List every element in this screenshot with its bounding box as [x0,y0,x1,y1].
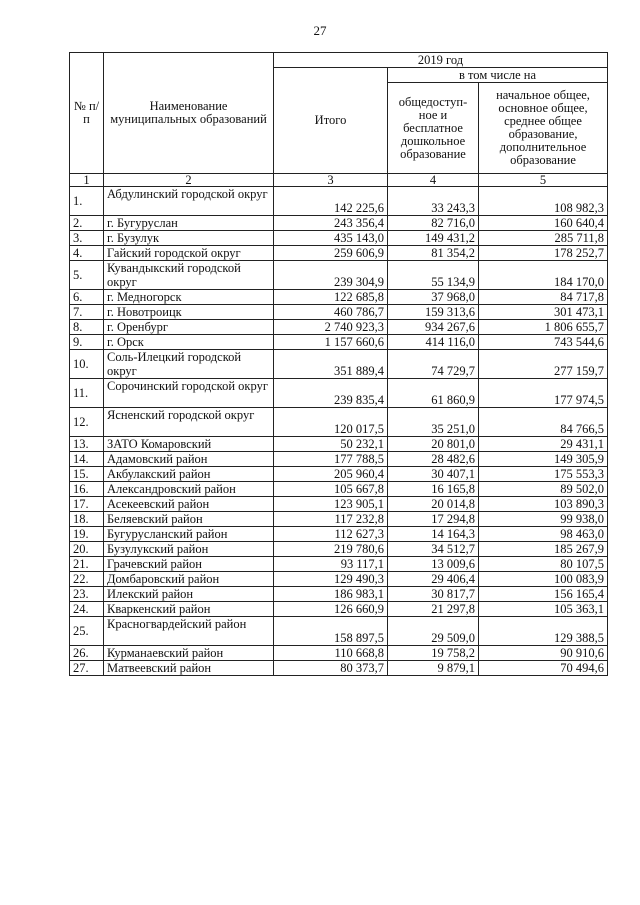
total-value: 243 356,4 [274,216,388,231]
preschool-value: 29 406,4 [388,572,479,587]
municipality-name: Курманаевский район [104,646,274,661]
column-number: 5 [479,174,608,187]
municipality-name: Акбулакский район [104,467,274,482]
general-education-value: 84 717,8 [479,290,608,305]
table-row [70,246,608,261]
general-education-value: 1 806 655,7 [479,320,608,335]
general-education-value: 70 494,6 [479,661,608,676]
general-education-value: 175 553,3 [479,467,608,482]
general-education-value: 29 431,1 [479,437,608,452]
row-number: 10. [70,350,104,379]
row-number: 17. [70,497,104,512]
total-value: 129 490,3 [274,572,388,587]
total-value: 122 685,8 [274,290,388,305]
municipality-name: Сорочинский городской округ [104,379,274,408]
header-num: № п/п [70,53,104,174]
general-education-value: 156 165,4 [479,587,608,602]
municipality-name: Беляевский район [104,512,274,527]
general-education-value: 84 766,5 [479,408,608,437]
general-education-value: 177 974,5 [479,379,608,408]
general-education-value: 178 252,7 [479,246,608,261]
preschool-value: 61 860,9 [388,379,479,408]
preschool-value: 20 014,8 [388,497,479,512]
total-value: 239 835,4 [274,379,388,408]
row-number: 24. [70,602,104,617]
preschool-value: 35 251,0 [388,408,479,437]
general-education-value: 285 711,8 [479,231,608,246]
header-general: начальное общее, основное общее, среднее общее образование, дополнительное образование [479,83,608,174]
total-value: 1 157 660,6 [274,335,388,350]
preschool-value: 9 879,1 [388,661,479,676]
row-number: 9. [70,335,104,350]
row-number: 25. [70,617,104,646]
municipality-name: Абдулинский городской округ [104,187,274,216]
column-numbers-row [70,174,608,187]
municipality-name: Грачевский район [104,557,274,572]
table-row [70,335,608,350]
preschool-value: 74 729,7 [388,350,479,379]
municipality-name: г. Орск [104,335,274,350]
row-number: 23. [70,587,104,602]
table-row [70,527,608,542]
municipality-name: г. Новотроицк [104,305,274,320]
municipality-name: Ясненский городской округ [104,408,274,437]
municipality-name: ЗАТО Комаровский [104,437,274,452]
table-row [70,512,608,527]
general-education-value: 90 910,6 [479,646,608,661]
table-row [70,290,608,305]
table-row [70,452,608,467]
general-education-value: 89 502,0 [479,482,608,497]
municipality-name: Гайский городской округ [104,246,274,261]
general-education-value: 103 890,3 [479,497,608,512]
total-value: 123 905,1 [274,497,388,512]
general-education-value: 98 463,0 [479,527,608,542]
header-incl: в том числе на [388,68,608,83]
preschool-value: 20 801,0 [388,437,479,452]
municipality-name: г. Медногорск [104,290,274,305]
total-value: 259 606,9 [274,246,388,261]
table-header [70,53,608,187]
row-number: 5. [70,261,104,290]
row-number: 12. [70,408,104,437]
preschool-value: 159 313,6 [388,305,479,320]
row-number: 2. [70,216,104,231]
preschool-value: 30 407,1 [388,467,479,482]
row-number: 6. [70,290,104,305]
general-education-value: 99 938,0 [479,512,608,527]
municipality-name: Илекский район [104,587,274,602]
preschool-value: 34 512,7 [388,542,479,557]
table-row [70,587,608,602]
total-value: 120 017,5 [274,408,388,437]
row-number: 11. [70,379,104,408]
preschool-value: 28 482,6 [388,452,479,467]
general-education-value: 80 107,5 [479,557,608,572]
total-value: 117 232,8 [274,512,388,527]
header-total: Итого [274,68,388,174]
municipality-name: Асекеевский район [104,497,274,512]
preschool-value: 14 164,3 [388,527,479,542]
total-value: 142 225,6 [274,187,388,216]
total-value: 50 232,1 [274,437,388,452]
table-row [70,408,608,437]
municipality-name: Кваркенский район [104,602,274,617]
municipality-name: г. Бугуруслан [104,216,274,231]
general-education-value: 100 083,9 [479,572,608,587]
municipality-name: Бугурусланский район [104,527,274,542]
general-education-value: 184 170,0 [479,261,608,290]
table-row [70,661,608,676]
preschool-value: 934 267,6 [388,320,479,335]
total-value: 219 780,6 [274,542,388,557]
table-row [70,305,608,320]
total-value: 105 667,8 [274,482,388,497]
column-number: 2 [104,174,274,187]
table-row [70,350,608,379]
column-number: 4 [388,174,479,187]
row-number: 1. [70,187,104,216]
row-number: 15. [70,467,104,482]
table-row [70,320,608,335]
page-number: 27 [313,23,327,38]
municipality-name: Бузулукский район [104,542,274,557]
general-education-value: 743 544,6 [479,335,608,350]
column-number: 1 [70,174,104,187]
header-name: Наименование муниципальных образований [104,53,274,174]
table-row [70,467,608,482]
total-value: 177 788,5 [274,452,388,467]
municipality-name: г. Бузулук [104,231,274,246]
header-year: 2019 год [274,53,608,68]
total-value: 435 143,0 [274,231,388,246]
preschool-value: 21 297,8 [388,602,479,617]
table-row [70,261,608,290]
total-value: 205 960,4 [274,467,388,482]
total-value: 80 373,7 [274,661,388,676]
row-number: 18. [70,512,104,527]
row-number: 27. [70,661,104,676]
column-number: 3 [274,174,388,187]
table-row [70,231,608,246]
total-value: 110 668,8 [274,646,388,661]
municipality-name: г. Оренбург [104,320,274,335]
row-number: 19. [70,527,104,542]
row-number: 20. [70,542,104,557]
table-row [70,617,608,646]
row-number: 3. [70,231,104,246]
preschool-value: 414 116,0 [388,335,479,350]
general-education-value: 301 473,1 [479,305,608,320]
row-number: 22. [70,572,104,587]
preschool-value: 29 509,0 [388,617,479,646]
row-number: 14. [70,452,104,467]
total-value: 112 627,3 [274,527,388,542]
table-row [70,187,608,216]
preschool-value: 16 165,8 [388,482,479,497]
preschool-value: 55 134,9 [388,261,479,290]
table-row [70,216,608,231]
total-value: 186 983,1 [274,587,388,602]
preschool-value: 30 817,7 [388,587,479,602]
preschool-value: 37 968,0 [388,290,479,305]
total-value: 93 117,1 [274,557,388,572]
table-row [70,542,608,557]
preschool-value: 13 009,6 [388,557,479,572]
municipality-name: Домбаровский район [104,572,274,587]
general-education-value: 108 982,3 [479,187,608,216]
row-number: 7. [70,305,104,320]
table-row [70,572,608,587]
row-number: 4. [70,246,104,261]
municipality-name: Александровский район [104,482,274,497]
municipality-name: Соль-Илецкий городской округ [104,350,274,379]
table-row [70,557,608,572]
table-row [70,646,608,661]
total-value: 158 897,5 [274,617,388,646]
general-education-value: 105 363,1 [479,602,608,617]
row-number: 8. [70,320,104,335]
total-value: 351 889,4 [274,350,388,379]
row-number: 21. [70,557,104,572]
municipality-name: Матвеевский район [104,661,274,676]
general-education-value: 129 388,5 [479,617,608,646]
preschool-value: 149 431,2 [388,231,479,246]
table-body [70,187,608,676]
row-number: 16. [70,482,104,497]
budget-table [69,52,608,676]
general-education-value: 160 640,4 [479,216,608,231]
municipality-name: Кувандыкский городской округ [104,261,274,290]
general-education-value: 149 305,9 [479,452,608,467]
general-education-value: 185 267,9 [479,542,608,557]
preschool-value: 33 243,3 [388,187,479,216]
total-value: 2 740 923,3 [274,320,388,335]
general-education-value: 277 159,7 [479,350,608,379]
table-row [70,602,608,617]
municipality-name: Адамовский район [104,452,274,467]
total-value: 239 304,9 [274,261,388,290]
total-value: 460 786,7 [274,305,388,320]
preschool-value: 81 354,2 [388,246,479,261]
preschool-value: 17 294,8 [388,512,479,527]
table-row [70,497,608,512]
municipality-name: Красногвардейский район [104,617,274,646]
preschool-value: 19 758,2 [388,646,479,661]
preschool-value: 82 716,0 [388,216,479,231]
table-row [70,379,608,408]
total-value: 126 660,9 [274,602,388,617]
row-number: 13. [70,437,104,452]
table-row [70,482,608,497]
table-row [70,437,608,452]
header-preschool: общедоступ-ное и бесплатное дошкольное образование [388,83,479,174]
row-number: 26. [70,646,104,661]
